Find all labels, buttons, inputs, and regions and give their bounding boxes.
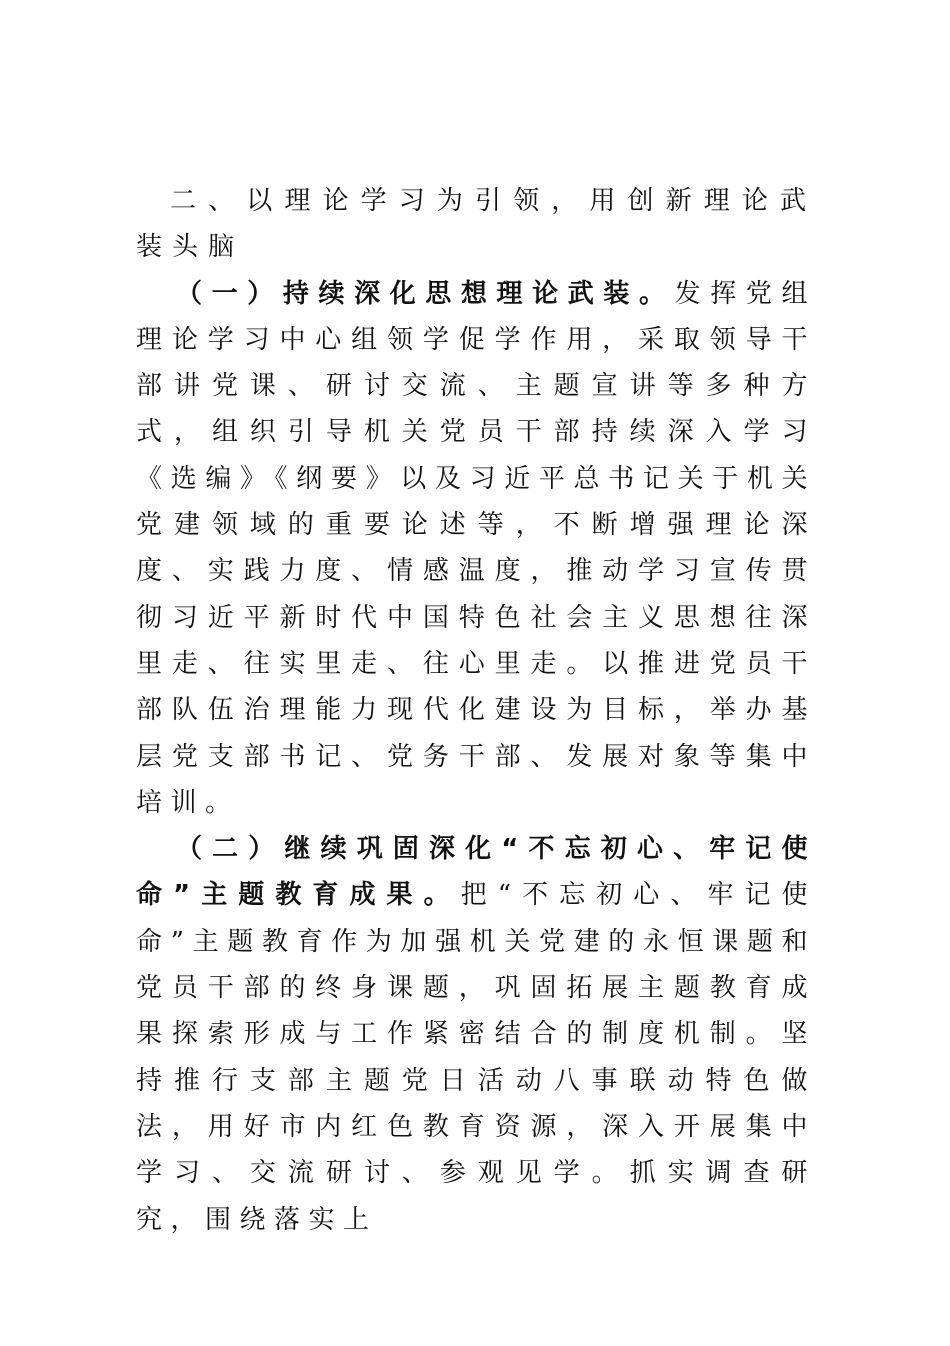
paragraph-2-heading: （二）继续巩固深化“不忘初心、牢记使命”主题教育成果。 bbox=[136, 834, 816, 911]
section-heading: 二、以理论学习为引领，用创新理论武装头脑 bbox=[136, 186, 816, 263]
paragraph-1 bbox=[136, 271, 816, 827]
document-body bbox=[136, 178, 816, 1243]
paragraph-2-body: 把“不忘初心、牢记使命”主题教育作为加强机关党建的永恒课题和党员干部的终身课题，巩固拓展主题教育成果探索形成与工作紧密结合的制度机制。坚持推行支部主题党日活动八事联动特色做法，用好市内红色教育资源，深入开展集中学习、交流研讨、参观见学。抓实调查研究，围绕落实上 bbox=[136, 880, 817, 1235]
paragraph-2 bbox=[136, 826, 816, 1243]
paragraph-1-body: 发挥党组理论学习中心组领学促学作用，采取领导干部讲党课、研讨交流、主题宣讲等多种方式，组织引导机关党员干部持续深入学习《选编》《纲要》以及习近平总书记关于机关党建领域的重要论述等，不断增强理论深度、实践力度、情感温度，推动学习宣传贯彻习近平新时代中国特色社会主义思想往深里走、往实里走、往心里走。以推进党员干部队伍治理能力现代化建设为目标，举办基层党支部书记、党务干部、发展对象等集中培训。 bbox=[136, 278, 816, 818]
paragraph-1-heading: （一）持续深化思想理论武装。 bbox=[176, 278, 675, 309]
